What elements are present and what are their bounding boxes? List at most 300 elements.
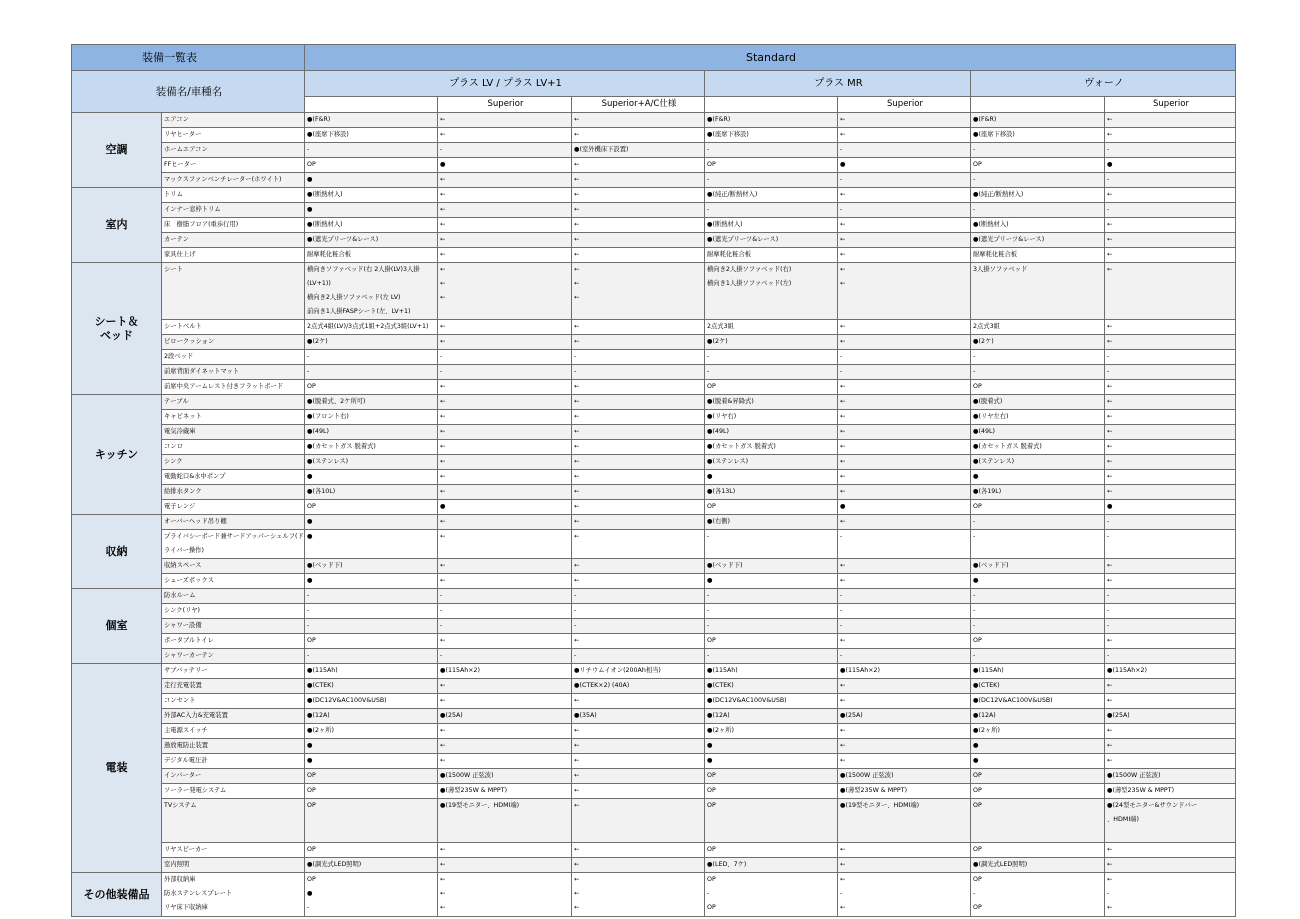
- equipment-value: ←: [1105, 218, 1236, 233]
- equipment-name: TVシステム: [162, 799, 305, 843]
- equipment-name: シートベルト: [162, 320, 305, 335]
- equipment-value: ●(座席下移設): [971, 128, 1105, 143]
- equipment-value: ←: [438, 248, 572, 263]
- table-row: [72, 158, 1236, 173]
- equipment-value: ←: [572, 739, 705, 754]
- equipment-value: ●(115Ah): [971, 664, 1105, 679]
- equipment-value: OP: [305, 158, 438, 173]
- equipment-value: ←: [838, 128, 971, 143]
- equipment-value: ●: [305, 203, 438, 218]
- equipment-value: ← ← ←: [572, 873, 705, 917]
- equipment-value: ←: [838, 679, 971, 694]
- equipment-value: OP: [305, 769, 438, 784]
- equipment-value: -: [705, 589, 838, 604]
- equipment-name: シンク(リヤ): [162, 604, 305, 619]
- equipment-value: ←: [438, 574, 572, 589]
- equipment-name: インバーター: [162, 769, 305, 784]
- equipment-name: コンセント: [162, 694, 305, 709]
- equipment-value: -: [1105, 604, 1236, 619]
- equipment-value: ←: [438, 335, 572, 350]
- equipment-value: 2点式4組(LV)/3点式1組+2点式3組(LV+1): [305, 320, 438, 335]
- equipment-value: ←: [1105, 233, 1236, 248]
- equipment-value: ●(断熱材入): [971, 218, 1105, 233]
- equipment-value: ●(2ケ): [305, 335, 438, 350]
- equipment-value: ●(脱着式): [971, 395, 1105, 410]
- equipment-value: -: [438, 365, 572, 380]
- table-row: [72, 188, 1236, 203]
- equipment-value: -: [572, 589, 705, 604]
- equipment-value: -: [305, 619, 438, 634]
- equipment-value: ●(脱着式、2ケ所可): [305, 395, 438, 410]
- equipment-value: -: [305, 649, 438, 664]
- table-row: [72, 320, 1236, 335]
- equipment-value: -: [1105, 649, 1236, 664]
- equipment-name: 床 樹脂フロア(重歩行用): [162, 218, 305, 233]
- equipment-name: エアコン: [162, 113, 305, 128]
- equipment-value: -: [971, 203, 1105, 218]
- equipment-value: ●(CTEK): [705, 679, 838, 694]
- equipment-value: ●(カセットガス 脱着式): [305, 440, 438, 455]
- equipment-value: -: [1105, 530, 1236, 559]
- equipment-name: トリム: [162, 188, 305, 203]
- equipment-value: ←: [1105, 410, 1236, 425]
- equipment-value: ←: [1105, 380, 1236, 395]
- equipment-value: -: [572, 649, 705, 664]
- equipment-value: ←: [1105, 440, 1236, 455]
- table-row: [72, 335, 1236, 350]
- equipment-value: ●(座席下移設): [705, 128, 838, 143]
- equipment-name: デジタル電圧計: [162, 754, 305, 769]
- equipment-value: OP: [705, 843, 838, 858]
- equipment-value: ←: [438, 724, 572, 739]
- equipment-value: ←: [838, 320, 971, 335]
- equipment-value: ←: [1105, 559, 1236, 574]
- equipment-value: ←: [1105, 395, 1236, 410]
- equipment-value: ●: [705, 470, 838, 485]
- equipment-value: ●(ベッド下): [705, 559, 838, 574]
- equipment-value: ←: [1105, 739, 1236, 754]
- equipment-value: ←: [438, 858, 572, 873]
- table-row: [72, 679, 1236, 694]
- equipment-value: OP: [971, 784, 1105, 799]
- equipment-value: ←: [838, 515, 971, 530]
- equipment-value: -: [705, 649, 838, 664]
- table-row: [72, 113, 1236, 128]
- equipment-name: ソーラー発電システム: [162, 784, 305, 799]
- equipment-value: ←: [838, 634, 971, 649]
- equipment-value: -: [438, 589, 572, 604]
- equipment-value: ←: [438, 425, 572, 440]
- table-row: [72, 500, 1236, 515]
- table-row: [72, 724, 1236, 739]
- equipment-value: ←: [1105, 188, 1236, 203]
- table-row: [72, 380, 1236, 395]
- equipment-value: ●: [971, 574, 1105, 589]
- table-row: [72, 769, 1236, 784]
- equipment-value: ←: [572, 634, 705, 649]
- equipment-value: ←: [438, 634, 572, 649]
- equipment-value: -: [438, 619, 572, 634]
- equipment-name: 電気冷蔵庫: [162, 425, 305, 440]
- equipment-value: ←: [1105, 425, 1236, 440]
- equipment-value: -: [1105, 589, 1236, 604]
- table-row: [72, 515, 1236, 530]
- equipment-value: ●(カセットガス 脱着式): [971, 440, 1105, 455]
- equipment-value: ●(リヤ右): [705, 410, 838, 425]
- equipment-value: OP ● -: [305, 873, 438, 917]
- equipment-value: ←: [438, 470, 572, 485]
- equipment-value: -: [971, 173, 1105, 188]
- equipment-value: ←: [838, 395, 971, 410]
- equipment-value: ●(F&R): [971, 113, 1105, 128]
- equipment-value: -: [838, 173, 971, 188]
- equipment-value: ←: [1105, 470, 1236, 485]
- equipment-name: 前席背面ダイネットマット: [162, 365, 305, 380]
- equipment-value: 2点式3組: [705, 320, 838, 335]
- equipment-value: ●(遮光プリーツ&レース): [705, 233, 838, 248]
- equipment-value: ●(115Ah×2): [838, 664, 971, 679]
- equipment-value: ●(2ヶ所): [305, 724, 438, 739]
- equipment-name: シューズボックス: [162, 574, 305, 589]
- equipment-value: OP: [305, 784, 438, 799]
- equipment-value: ←: [438, 188, 572, 203]
- table-row: [72, 604, 1236, 619]
- sub-header: [971, 97, 1105, 113]
- equipment-value: ●(19型モニター、HDMI端): [838, 799, 971, 843]
- equipment-value: ●(35A): [572, 709, 705, 724]
- table-row: [72, 485, 1236, 500]
- equipment-value: -: [572, 365, 705, 380]
- sub-header: [705, 97, 838, 113]
- equipment-value: ←: [838, 739, 971, 754]
- equipment-name: リヤヒーター: [162, 128, 305, 143]
- equipment-value: ●(リヤ左右): [971, 410, 1105, 425]
- equipment-value: -: [305, 604, 438, 619]
- equipment-value: ← - ←: [1105, 873, 1236, 917]
- equipment-value: ●: [705, 574, 838, 589]
- equipment-value: ←: [838, 248, 971, 263]
- equipment-value: ←: [438, 754, 572, 769]
- equipment-value: ←: [438, 694, 572, 709]
- equipment-value: ←: [438, 128, 572, 143]
- table-row: [72, 799, 1236, 843]
- equipment-value: ← - ←: [838, 873, 971, 917]
- equipment-value: -: [705, 203, 838, 218]
- equipment-name: 電動蛇口&水中ポンプ: [162, 470, 305, 485]
- equipment-value: ←: [838, 218, 971, 233]
- equipment-name: シャワー設備: [162, 619, 305, 634]
- table-row: [72, 754, 1236, 769]
- equipment-value: -: [971, 365, 1105, 380]
- sub-header: Superior: [838, 97, 971, 113]
- equipment-value: -: [838, 589, 971, 604]
- equipment-value: ←: [438, 455, 572, 470]
- model-header-lv: プラス LV / プラス LV+1: [305, 71, 705, 97]
- equipment-value: -: [1105, 515, 1236, 530]
- equipment-value: -: [705, 143, 838, 158]
- equipment-value: ●: [971, 739, 1105, 754]
- equipment-value: OP: [971, 843, 1105, 858]
- equipment-value: ←: [1105, 320, 1236, 335]
- equipment-value: OP: [705, 158, 838, 173]
- equipment-value: ←: [572, 218, 705, 233]
- category-label: 電装: [72, 664, 162, 873]
- category-label: 室内: [72, 188, 162, 263]
- equipment-value: 耐摩耗化粧合板: [305, 248, 438, 263]
- equipment-value: ←: [838, 440, 971, 455]
- equipment-value: -: [305, 143, 438, 158]
- table-row: [72, 440, 1236, 455]
- equipment-name: シンク: [162, 455, 305, 470]
- equipment-value: ●(LED、7ケ): [705, 858, 838, 873]
- equipment-value: ←: [838, 485, 971, 500]
- equipment-name: 給排水タンク: [162, 485, 305, 500]
- equipment-name: 2段ベッド: [162, 350, 305, 365]
- equipment-value: ●(49L): [305, 425, 438, 440]
- equipment-value: ←: [438, 515, 572, 530]
- equipment-name: オーバーヘッド吊り棚: [162, 515, 305, 530]
- equipment-name: 主電源スイッチ: [162, 724, 305, 739]
- equipment-value: ●(F&R): [305, 113, 438, 128]
- equipment-value: -: [838, 649, 971, 664]
- equipment-value: ←: [572, 188, 705, 203]
- equipment-value: ←: [572, 784, 705, 799]
- equipment-value: -: [1105, 143, 1236, 158]
- equipment-value: ←: [838, 425, 971, 440]
- category-label: キッチン: [72, 395, 162, 515]
- model-header-vono: ヴォーノ: [971, 71, 1236, 97]
- equipment-value: ●(各13L): [705, 485, 838, 500]
- table-row: [72, 233, 1236, 248]
- table-row: [72, 143, 1236, 158]
- equipment-value: -: [705, 350, 838, 365]
- table-row: [72, 425, 1236, 440]
- equipment-value: ←: [572, 158, 705, 173]
- equipment-value: ●(調光式LED照明): [305, 858, 438, 873]
- equipment-name: 防水ルーム: [162, 589, 305, 604]
- equipment-value: -: [572, 350, 705, 365]
- equipment-value: ←: [838, 754, 971, 769]
- equipment-value: -: [838, 619, 971, 634]
- equipment-value: ←: [838, 694, 971, 709]
- equipment-value: ←: [838, 335, 971, 350]
- equipment-value: ←: [572, 320, 705, 335]
- equipment-name: カーテン: [162, 233, 305, 248]
- equipment-value: ←: [438, 218, 572, 233]
- table-row: [72, 873, 1236, 917]
- equipment-value: ●(純正/断熱材入): [705, 188, 838, 203]
- equipment-value: OP: [971, 158, 1105, 173]
- equipment-value: 耐摩耗化粧合板: [705, 248, 838, 263]
- equipment-value: -: [705, 604, 838, 619]
- equipment-value: ●: [305, 470, 438, 485]
- equipment-value: ●(DC12V&AC100V&USB): [705, 694, 838, 709]
- equipment-value: ← ← ←: [438, 263, 572, 320]
- equipment-value: ●: [1105, 500, 1236, 515]
- equipment-value: ←: [572, 335, 705, 350]
- equipment-value: ←: [438, 440, 572, 455]
- sub-header: Superior: [438, 97, 572, 113]
- equipment-value: -: [705, 365, 838, 380]
- equipment-value: -: [1105, 203, 1236, 218]
- equipment-name: マックスファンベンチレーター(ホワイト): [162, 173, 305, 188]
- equipment-value: ●: [971, 470, 1105, 485]
- equipment-value: ●(断熱材入): [305, 218, 438, 233]
- equipment-value: ●(フロント右): [305, 410, 438, 425]
- equipment-value: ●(ベッド下): [305, 559, 438, 574]
- equipment-value: ●(1500W 正弦波): [1105, 769, 1236, 784]
- equipment-value: ←: [838, 574, 971, 589]
- equipment-value: ●(CTEK×2) (40A): [572, 679, 705, 694]
- table-row: [72, 559, 1236, 574]
- equipment-value: ←: [572, 380, 705, 395]
- equipment-value: ←: [438, 739, 572, 754]
- equipment-name: テーブル: [162, 395, 305, 410]
- equipment-value: ←: [1105, 858, 1236, 873]
- equipment-value: ←: [572, 754, 705, 769]
- equipment-value: ←: [572, 485, 705, 500]
- equipment-value: ●: [838, 500, 971, 515]
- table-row: [72, 649, 1236, 664]
- equipment-value: ←: [572, 799, 705, 843]
- equipment-name: サブバッテリー: [162, 664, 305, 679]
- equipment-value: -: [1105, 173, 1236, 188]
- equipment-value: ←: [1105, 843, 1236, 858]
- equipment-value: ●(25A): [838, 709, 971, 724]
- equipment-value: ←: [838, 559, 971, 574]
- equipment-value: ●: [305, 739, 438, 754]
- category-label: 個室: [72, 589, 162, 664]
- table-row: [72, 248, 1236, 263]
- equipment-name: 走行充電装置: [162, 679, 305, 694]
- equipment-value: ●: [305, 530, 438, 559]
- equipment-name: シャワーカーテン: [162, 649, 305, 664]
- table-row: [72, 173, 1236, 188]
- equipment-value: 横向き2人掛ソファベッド(右) 横向き1人掛ソファベッド(左): [705, 263, 838, 320]
- equipment-value: ←: [1105, 679, 1236, 694]
- equipment-value: ←: [1105, 113, 1236, 128]
- equipment-name: キャビネット: [162, 410, 305, 425]
- equipment-value: ←: [1105, 248, 1236, 263]
- equipment-value: -: [438, 649, 572, 664]
- table-row: [72, 395, 1236, 410]
- equipment-value: ●(DC12V&AC100V&USB): [305, 694, 438, 709]
- equipment-value: OP: [971, 634, 1105, 649]
- equipment-value: ←: [438, 485, 572, 500]
- equipment-value: OP - OP: [971, 873, 1105, 917]
- equipment-name: 室内照明: [162, 858, 305, 873]
- equipment-value: ←: [1105, 128, 1236, 143]
- equipment-value: ●リチウムイオン(200Ah相当): [572, 664, 705, 679]
- equipment-value: -: [971, 350, 1105, 365]
- equipment-value: ←: [438, 559, 572, 574]
- equipment-value: -: [971, 604, 1105, 619]
- equipment-value: -: [1105, 350, 1236, 365]
- equipment-value: OP: [705, 634, 838, 649]
- equipment-value: -: [838, 143, 971, 158]
- equipment-value: ←: [1105, 455, 1236, 470]
- equipment-name: ポータブルトイレ: [162, 634, 305, 649]
- equipment-value: 横向きソファベッド(右 2人掛(LV)3人掛(LV+1)) 横向き2人掛ソファベッド(左 LV) 前向き1人掛FASPシート(左、LV+1): [305, 263, 438, 320]
- equipment-value: ←: [838, 410, 971, 425]
- category-label: その他装備品: [72, 873, 162, 917]
- equipment-value: ←: [572, 694, 705, 709]
- equipment-value: OP: [705, 784, 838, 799]
- equipment-value: ●(調光式LED照明): [971, 858, 1105, 873]
- equipment-value: ←: [438, 410, 572, 425]
- model-header-mr: プラス MR: [705, 71, 971, 97]
- equipment-value: ←: [1105, 694, 1236, 709]
- equipment-model-label: 装備名/車種名: [72, 71, 305, 113]
- table-row: [72, 589, 1236, 604]
- equipment-value: ←: [572, 530, 705, 559]
- equipment-value: ←: [1105, 335, 1236, 350]
- equipment-value: ← ← ←: [438, 873, 572, 917]
- equipment-value: ←: [838, 455, 971, 470]
- equipment-value: ●: [838, 158, 971, 173]
- equipment-value: OP: [705, 769, 838, 784]
- equipment-value: -: [438, 143, 572, 158]
- equipment-value: ←: [572, 395, 705, 410]
- equipment-value: -: [838, 530, 971, 559]
- table-row: [72, 470, 1236, 485]
- table-row: [72, 858, 1236, 873]
- equipment-name: 外部収納庫 防水ステンレスプレート リヤ床下収納庫: [162, 873, 305, 917]
- equipment-value: -: [971, 589, 1105, 604]
- equipment-value: 耐摩耗化粧合板: [971, 248, 1105, 263]
- equipment-value: ●(ステンレス): [305, 455, 438, 470]
- equipment-value: ●: [305, 515, 438, 530]
- equipment-value: ←: [438, 113, 572, 128]
- equipment-value: -: [1105, 365, 1236, 380]
- equipment-value: ←: [1105, 485, 1236, 500]
- table-row: [72, 664, 1236, 679]
- equipment-value: ●(右側): [705, 515, 838, 530]
- equipment-name: プライバシーボード兼サードアッパーシェルフ(ドライバー操作): [162, 530, 305, 559]
- equipment-name: 家具仕上げ: [162, 248, 305, 263]
- equipment-name: 電子レンジ: [162, 500, 305, 515]
- equipment-value: ←: [838, 380, 971, 395]
- sub-header: [305, 97, 438, 113]
- equipment-value: ●(115Ah×2): [438, 664, 572, 679]
- equipment-value: OP: [705, 500, 838, 515]
- equipment-value: ●(49L): [971, 425, 1105, 440]
- equipment-value: -: [838, 350, 971, 365]
- equipment-value: -: [305, 350, 438, 365]
- equipment-value: ●(25A): [438, 709, 572, 724]
- table-row: [72, 128, 1236, 143]
- equipment-value: ●: [438, 500, 572, 515]
- equipment-value: 3人掛ソファベッド: [971, 263, 1105, 320]
- equipment-name: リヤスピーカー: [162, 843, 305, 858]
- equipment-value: -: [971, 649, 1105, 664]
- table-title: 装備一覧表: [72, 45, 305, 71]
- equipment-value: OP - OP: [705, 873, 838, 917]
- equipment-value: ← ←: [838, 263, 971, 320]
- equipment-value: ●(49L): [705, 425, 838, 440]
- equipment-value: ←: [572, 858, 705, 873]
- equipment-value: ●(薄型235W & MPPT): [438, 784, 572, 799]
- equipment-value: ←: [1105, 574, 1236, 589]
- equipment-value: OP: [305, 799, 438, 843]
- equipment-value: ←: [572, 455, 705, 470]
- equipment-value: OP: [705, 380, 838, 395]
- equipment-value: ←: [572, 500, 705, 515]
- equipment-value: ●(ステンレス): [971, 455, 1105, 470]
- equipment-value: ●(薄型235W & MPPT): [838, 784, 971, 799]
- equipment-value: ●(座席下移設): [305, 128, 438, 143]
- equipment-value: -: [971, 143, 1105, 158]
